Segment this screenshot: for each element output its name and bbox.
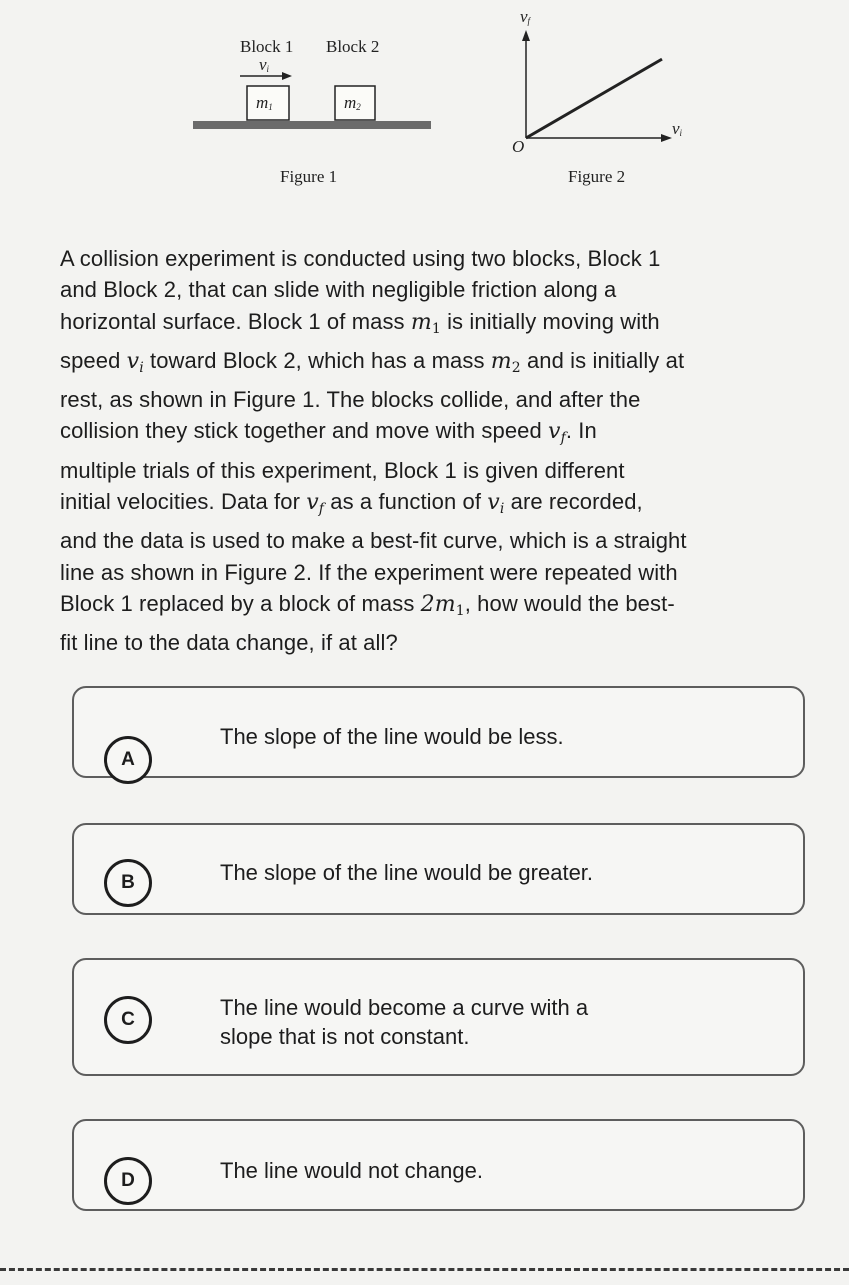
horizontal-surface	[193, 121, 431, 129]
choice-b[interactable]	[72, 823, 805, 915]
mass2-label: m2	[344, 93, 361, 112]
choice-b-letter: B	[104, 859, 152, 907]
figure-1	[193, 37, 431, 186]
choice-c-letter: C	[104, 996, 152, 1044]
question-line: line as shown in Figure 2. If the experiment were repeated with	[60, 559, 678, 585]
math-variable: vi	[126, 348, 144, 376]
figure1-caption: Figure 1	[280, 167, 338, 186]
choice-a-letter: A	[104, 736, 152, 784]
choice-c[interactable]	[72, 958, 805, 1076]
question-line: horizontal surface. Block 1 of mass $m_1$ is initially moving with	[60, 308, 660, 337]
velocity-arrow-head	[282, 72, 292, 80]
best-fit-line	[526, 59, 662, 138]
y-axis-arrow	[522, 30, 530, 41]
figure2-caption: Figure 2	[568, 167, 626, 186]
math-variable: $2m_1$	[420, 591, 465, 619]
question-line: collision they stick together and move with speed vf. In	[60, 418, 597, 447]
question-line: fit line to the data change, if at all?	[60, 630, 398, 656]
question-line: initial velocities. Data for vf as a function of vi are recorded,	[60, 489, 643, 518]
figures-area	[0, 0, 849, 220]
question-line: Block 1 replaced by a block of mass $2m_1$, how would the best-	[60, 590, 675, 619]
x-axis-arrow	[661, 134, 672, 142]
question-text	[60, 243, 820, 659]
velocity-label: vi	[259, 55, 270, 74]
mass1-label: m1	[256, 93, 273, 112]
math-variable: vf	[548, 419, 566, 447]
question-line: multiple trials of this experiment, Block 1 is given different	[60, 457, 625, 483]
question-line: A collision experiment is conducted using two blocks, Block 1	[60, 246, 661, 271]
question-line: speed vi toward Block 2, which has a mass $m_2$ and is initially at	[60, 347, 685, 376]
question-line: rest, as shown in Figure 1. The blocks collide, and after the	[60, 387, 641, 413]
choice-d-letter: D	[104, 1157, 152, 1205]
figure-2	[512, 7, 683, 186]
choice-d[interactable]	[72, 1119, 805, 1211]
math-variable: vi	[487, 490, 505, 518]
origin-label: O	[512, 137, 525, 156]
x-axis-label: vi	[672, 119, 683, 138]
question-line: and Block 2, that can slide with negligible friction along a	[60, 277, 617, 303]
math-variable: $m_1$	[410, 309, 441, 337]
block1-label: Block 1	[240, 37, 294, 56]
question-line: and the data is used to make a best-fit curve, which is a straight	[60, 528, 687, 554]
choice-d-text: The line would not change.	[220, 1158, 483, 1183]
math-variable: vf	[306, 490, 325, 518]
choice-a-text: The slope of the line would be less.	[220, 724, 564, 749]
y-axis-label: vf	[520, 7, 531, 26]
choice-a[interactable]	[72, 686, 805, 778]
choice-c-text: The line would become a curve with a slope that is not constant.	[220, 995, 589, 1049]
math-variable: $m_2$	[490, 348, 521, 376]
bottom-dashed-divider	[0, 1268, 849, 1271]
choice-b-text: The slope of the line would be greater.	[220, 860, 594, 885]
block2-label: Block 2	[326, 37, 380, 56]
